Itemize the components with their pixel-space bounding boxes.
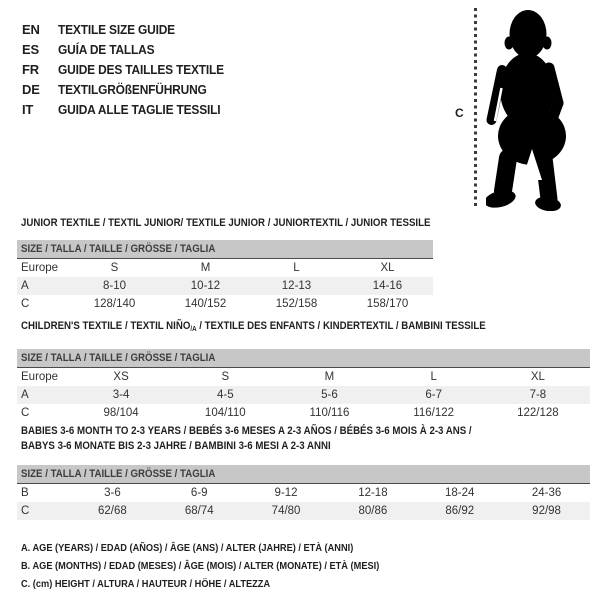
section-junior-textile: [17, 217, 433, 313]
table-row-age-months: [17, 484, 590, 502]
size-table-header-bar: [17, 349, 590, 368]
table-row-height: [17, 295, 433, 313]
row-label: Europe: [21, 262, 59, 274]
size-header-text: SIZE / TALLA / TAILLE / GRÖSSE / TAGLIA: [21, 243, 216, 255]
age-months-value: 3-6: [104, 487, 121, 499]
size-table-header-bar: [17, 465, 590, 484]
table-row-europe: [17, 259, 433, 277]
size-value: L: [293, 262, 300, 274]
height-value: 140/152: [184, 298, 227, 310]
table-row-age: [17, 277, 433, 295]
language-row-it: [22, 100, 238, 120]
legend: [21, 539, 428, 593]
language-row-de: [22, 80, 238, 100]
legend-line-c: [21, 575, 428, 593]
height-value: 68/74: [156, 502, 243, 520]
height-value: 116/122: [413, 407, 455, 419]
section-heading-text: CHILDREN'S TEXTILE / TEXTIL NIÑO/A / TEXTILE DES ENFANTS / KINDERTEXTIL / BAMBINI TESSILE: [21, 320, 486, 333]
language-label: TEXTILE SIZE GUIDE: [58, 22, 175, 37]
legend-text: B. AGE (MONTHS) / EDAD (MESES) / ÂGE (MOIS) / ALTER (MONATE) / ETÀ (MESI): [21, 560, 380, 572]
size-value: S: [221, 371, 230, 383]
age-value: 3-4: [69, 386, 173, 404]
size-value: L: [430, 371, 437, 383]
section-heading-line2: BABYS 3-6 MONATE BIS 2-3 JAHRE / BAMBINI 3-6 MESI A 2-3 ANNI: [21, 440, 331, 452]
language-code: FR: [22, 62, 39, 77]
section-babies-textile: [17, 424, 590, 520]
baby-silhouette-icon: [486, 8, 598, 211]
row-label: C: [21, 407, 30, 419]
row-label: C: [17, 502, 69, 520]
size-header-text: SIZE / TALLA / TAILLE / GRÖSSE / TAGLIA: [21, 352, 216, 364]
size-value: S: [110, 262, 119, 274]
row-label: B: [21, 487, 29, 499]
language-label: GUÍA DE TALLAS: [58, 42, 155, 57]
age-value: 12-13: [251, 277, 342, 295]
age-value: 14-16: [342, 277, 433, 295]
size-value: M: [324, 371, 335, 383]
table-row-height: [17, 404, 590, 422]
language-label: TEXTILGRÖßENFÜHRUNG: [58, 82, 207, 97]
section-heading-text: JUNIOR TEXTILE / TEXTIL JUNIOR/ TEXTILE JUNIOR / JUNIORTEXTIL / JUNIOR TESSILE: [21, 217, 431, 229]
row-label: A: [17, 386, 69, 404]
language-label: GUIDA ALLE TAGLIE TESSILI: [58, 102, 221, 117]
section-heading-line1: BABIES 3-6 MONTH TO 2-3 YEARS / BEBÉS 3-6 MESES A 2-3 AÑOS / BÉBÉS 3-6 MOIS À 2-3 ANS /: [21, 425, 472, 437]
height-value: 92/98: [503, 502, 590, 520]
language-code: IT: [22, 102, 34, 117]
age-months-value: 18-24: [445, 487, 475, 499]
nino-a-subscript: /A: [190, 326, 197, 333]
age-months-value: 12-18: [358, 487, 388, 499]
height-value: 98/104: [103, 407, 139, 419]
age-months-value: 6-9: [190, 487, 208, 499]
height-value: 86/92: [416, 502, 503, 520]
size-table-header-bar: [17, 240, 433, 259]
legend-text: C. (cm) HEIGHT / ALTURA / HAUTEUR / HÖHE / ALTEZZA: [21, 578, 271, 590]
age-value: 6-7: [382, 386, 486, 404]
height-value: 80/86: [329, 502, 416, 520]
table-row-age: [17, 386, 590, 404]
row-label: C: [21, 298, 30, 310]
height-value: 122/128: [517, 407, 559, 419]
section-heading: [21, 217, 433, 230]
age-value: 4-5: [173, 386, 277, 404]
size-value: XL: [380, 262, 395, 274]
section-heading: [21, 320, 590, 336]
age-value: 7-8: [486, 386, 590, 404]
height-value: 152/158: [275, 298, 318, 310]
height-value: 62/68: [69, 502, 156, 520]
babies-size-table: [17, 484, 590, 520]
measure-label-c: C: [455, 106, 464, 120]
legend-line-a: [21, 539, 428, 557]
children-size-table: [17, 368, 590, 422]
junior-size-table: [17, 259, 433, 313]
age-months-value: 9-12: [274, 487, 298, 499]
table-row-europe: [17, 368, 590, 386]
size-value: XL: [530, 371, 545, 383]
size-header-text: SIZE / TALLA / TAILLE / GRÖSSE / TAGLIA: [21, 468, 216, 480]
section-children-textile: [17, 320, 590, 422]
language-list: [22, 20, 238, 120]
language-code: ES: [22, 42, 39, 57]
height-value: 104/110: [204, 407, 246, 419]
language-row-es: [22, 40, 238, 60]
row-label: A: [17, 277, 69, 295]
age-value: 8-10: [69, 277, 160, 295]
legend-line-b: [21, 557, 428, 575]
age-value: 10-12: [160, 277, 251, 295]
size-value: XS: [113, 371, 129, 383]
language-row-fr: [22, 60, 238, 80]
age-value: 5-6: [277, 386, 381, 404]
height-value: 74/80: [243, 502, 330, 520]
language-code: DE: [22, 82, 40, 97]
section-heading: [21, 424, 590, 454]
age-months-value: 24-36: [531, 487, 562, 499]
height-value: 128/140: [93, 298, 136, 310]
language-label: GUIDE DES TAILLES TEXTILE: [58, 62, 224, 77]
row-label: Europe: [21, 371, 59, 383]
height-measure-dashed-line: [474, 8, 477, 206]
language-code: EN: [22, 22, 40, 37]
table-row-height: [17, 502, 590, 520]
height-value: 158/170: [366, 298, 409, 310]
size-value: M: [200, 262, 211, 274]
language-row-en: [22, 20, 238, 40]
legend-text: A. AGE (YEARS) / EDAD (AÑOS) / ÂGE (ANS) / ALTER (JAHRE) / ETÀ (ANNI): [21, 542, 354, 554]
height-value: 110/116: [309, 407, 350, 419]
